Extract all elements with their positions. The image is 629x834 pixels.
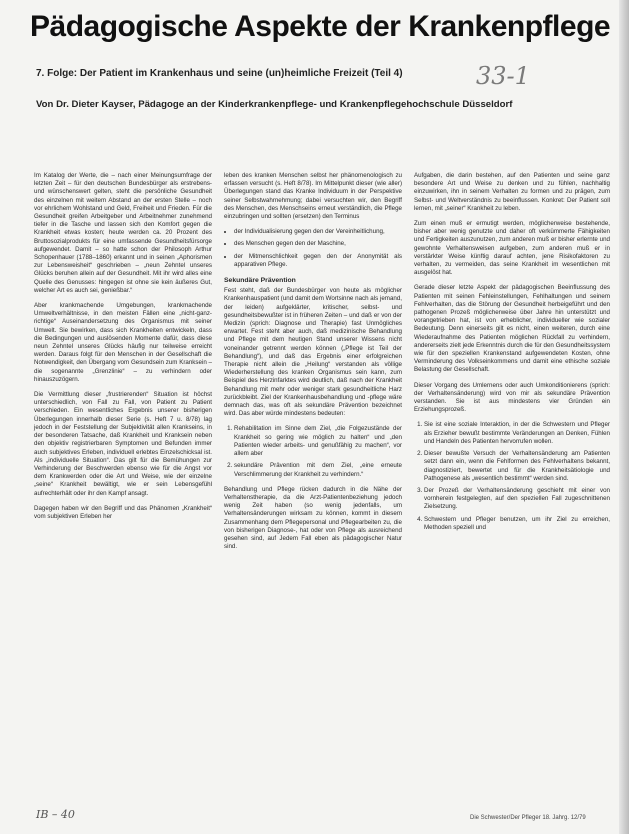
numbered-list bbox=[224, 425, 402, 478]
list-item: 1. Sie ist eine soziale Interaktion, in der die Schwestern und Pfleger als Erzieher bewußt bestimmte Veränderungen an Denken, Fühlen und Handeln des Patienten hervorrufen wollen. bbox=[424, 421, 610, 446]
paragraph: Dieser Vorgang des Umlernens oder auch Umkonditionierens (sprich: der Verhaltensänderung) wird von mir als sekundäre Prävention verstanden. Sie ist aus mindestens vier Gründen ein Erziehungsprozeß. bbox=[414, 381, 610, 414]
list-item: • der Mitmenschlichkeit gegen den der Anonymität als apparativen Pflege. bbox=[234, 253, 402, 269]
bullet-list bbox=[224, 228, 402, 269]
handwritten-note: 33-1 bbox=[476, 62, 530, 90]
paragraph: Behandlung und Pflege rücken dadurch in die Nähe der Verhaltenstherapie, da die Arzt-Patientenbeziehung jedoch wenig Zeit haben (so wenig jedenfalls, um Verhaltensänderungen wirksam zu können, kommt in diesem Zusammenhang dem Pflegepersonal und Pflegearbeiten zu, die von bisherigen Diagnose-, hat oder von Pflege als ausreichend gesehen sind, auf Jedem Fall eben als pädagogischer Natur sind. bbox=[224, 485, 402, 551]
scan-edge-shadow bbox=[619, 0, 629, 834]
paragraph: Im Katalog der Werte, die – nach einer Meinungsumfrage der letzten Zeit – für den deutschen Bundesbürger als erstrebens- und wünschenswert gelten, steht die persönliche Gesundheit des einzelnen mit weitem Abstand an der ersten Stelle – noch vor ehrlichem Wohlstand und Geld, Freiheit und Frieden. Für die Gesundheit greifen Arbeitgeber und Arbeitnehmer zunehmend tiefer in die Tasche und lassen sich den Komfort gegen die Krankheit etwas kosten; heute werden ca. 20 Prozent des Bruttosozialprodukts für eine umfassende Gesundheitsfürsorge aufgewendet. Damit – so hatte schon der Philosoph Arthur Schopenhauer (1788–1860) erkannt und in seinen „Aphorismen zur Lebensweisheit“ geschrieben – „neun Zehntel unseres Glücks beruhen allein auf der Gesundheit. Mit ihr wird alles eine Quelle des Genusses: hingegen ist ohne sie kein äußeres Gut, welcher Art es auch sei, genießbar.“ bbox=[34, 172, 212, 294]
text-column-2 bbox=[224, 172, 402, 558]
list-item: 4. Schwestern und Pfleger benutzen, um ihr Ziel zu erreichen, Methoden speziell und bbox=[424, 516, 610, 532]
page-number-handwritten: IB – 40 bbox=[36, 808, 75, 821]
list-item: • des Menschen gegen den der Maschine, bbox=[234, 240, 402, 248]
paragraph: leben des kranken Menschen selbst her phänomenologisch zu erfassen versucht (s. Heft 8/78). Im Mittelpunkt dieser (wie aller) Überlegungen stand das Kranke Individuum in der Perspektive seiner Selbstwahrnehmung; dabei versuchten wir, den Begriff des Menschen, des Menschseins erneut verständlich, die Pflege einzubringen und sollten (ersetzen) den Terminus bbox=[224, 172, 402, 221]
paragraph: Zum einen muß er ermutigt werden, möglicherweise bestehende, bisher aber wenig genutzte und daher oft verkümmerte Fähigkeiten und Fertigkeiten auszunutzen, zum anderen muß er bisher erlernte und gewohnte Verhaltensweisen aufgeben, zum anderen muß er in verstärkter Weise künftig darauf achten, jene Risikofaktoren zu verhalten, zu vermeiden, das seine Krankheit im wesentlichen mit ausgelöst hat. bbox=[414, 220, 610, 277]
paragraph: Aufgaben, die darin bestehen, auf den Patienten und seine ganz besondere Art und Weise zu denken und zu fühlen, nachhaltig einzuwirken, ihn in seinem Verhalten zu formen und zu prägen, zum Selbst- und Weltverständnis zu beeinflussen. Konkret: Der Patient soll lernen, mit „seiner“ Krankheit zu leben. bbox=[414, 172, 610, 212]
article-title: Pädagogische Aspekte der Krankenpflege bbox=[30, 10, 611, 43]
paragraph: Fest steht, daß der Bundesbürger von heute als möglicher Krankenhauspatient (und damit dem Wortsinne nach als jemand, der leiden) aufgeklärter, kritischer, selbst- und gesundheitsbewußter ist in früheren Zeiten – und daß er von der Medizin (sprich: Diagnose und Therapie) fast Unmögliches erwartet. Fest steht aber auch, daß medizinische Behandlung und Pflege mit dem heutigen Stand unserer Wissens nicht voneinander getrennt werden können („Pflege ist Teil der Behandlung“), und daß das Ergebnis einer erfolgreichen Therapie nicht allein die „Heilung“ verstanden als völlige Wiederherstellung des kranken Organismus sein kann, zum Beispiel des Herzinfarktes wird deutlich, daß nach der Krankheit Behandlung mit mehr oder weniger stark gesundheitliche Harz zurückbleibt. Ziel der Krankenhausbehandlung und -pflege wäre demnach das, was oft als sekundäre Prävention bezeichnet wird. Das aber würde mindestens bedeuten: bbox=[224, 287, 402, 418]
list-item: 2. sekundäre Prävention mit dem Ziel, „eine erneute Verschlimmerung der Krankheit zu verhindern.“ bbox=[234, 462, 402, 478]
author-line: Von Dr. Dieter Kayser, Pädagoge an der Kinderkrankenpflege- und Krankenpflegehochschule Düsseldorf bbox=[36, 99, 513, 110]
article-subtitle: 7. Folge: Der Patient im Krankenhaus und seine (un)heimliche Freizeit (Teil 4) bbox=[36, 68, 403, 79]
list-item: 1. Rehabilitation im Sinne dem Ziel, „die Folgezustände der Krankheit so gering wie möglich zu halten“ und „den Patienten wieder arbeits- und genußfähig zu machen“, vor allem aber bbox=[234, 425, 402, 458]
paragraph: Die Vermittlung dieser „frustrierenden“ Situation ist höchst unterschiedlich, von Fall zu Fall, von Patient zu Patient verschieden. Ein wesentliches Ergebnis unserer bisherigen Überlegungen innerhalb dieser Serie (s. Heft 7 u. 8/78) lag jedoch in der Feststellung der Subjektivität allen Krankseins, in der besonderen Tatsache, daß Krankheit und Kranksein neben den objektiv registrierbaren Symptomen und Befunden immer auch subjektives Erleben, individuell erlebtes Einzelschicksal ist. Als „individuelle Situation“. Das gilt für die Bemühungen zur Verhinderung der Beschwerden ebenso wie für die Angst vor dem Krankwerden oder die Art und Weise, wie der einzelne „seine“ Krankheit bewältigt, wie er sein Lebensgefühl aufrechterhält oder ihr den Kampf ansagt. bbox=[34, 391, 212, 497]
section-heading: Sekundäre Prävention bbox=[224, 277, 296, 285]
journal-footer: Die Schwester/Der Pfleger 18. Jahrg. 12/79 bbox=[470, 815, 586, 821]
list-item: • der Individualisierung gegen den der Vereinheitlichung, bbox=[234, 228, 402, 236]
numbered-list bbox=[414, 421, 610, 531]
text-column-3 bbox=[414, 172, 610, 539]
text-column-1 bbox=[34, 172, 212, 528]
paragraph: Gerade dieser letzte Aspekt der pädagogischen Beeinflussung des Patienten mit seinen Fehleinstellungen, Fehlhaltungen und seinem Fehlverhalten, das die Störung der Gesundheit herbeigeführt und den pathogenen Prozeß möglicherweise über Jahre hin unterstützt und vorangetrieben hat, ist von erheblicher, individueller wie sozialer Bedeutung. Denn einerseits gilt es nicht, einen weiteren, durch eine Wiederaufnahme des Patienten möglichen Rückfall zu verhindern, andererseits zielt jede Erkenntnis durch die für den Gesundheitssystem wie für den speziellen Krankenstand aufgewendeten Kosten, ohne Verminderung des Volkseinkommens und damit eine ethische soziale Belastung der Gesellschaft. bbox=[414, 284, 610, 374]
paragraph: Aber krankmachende Umgebungen, krankmachende Umweltverhältnisse, in den meisten Fällen eine „nicht-ganz-richtige“ Auseinandersetzung des Organismus mit seiner Umwelt. Sie bewirken, dass sich Krankheiten entwickeln, dass die Bedingungen und auslösenden Momente dafür, dass diese neun Zehntel unseres Glücks häufig nur teilweise erreicht werden. Daraus folgt für den Menschen in der Gesellschaft die Notwendigkeit, den Übergang vom Gesundsein zum Kranksein – die sogenannte „Grenzlinie“ – zu verhindern oder hinauszuzögern. bbox=[34, 302, 212, 383]
list-item: 2. Dieser bewußte Versuch der Verhaltensänderung am Patienten setzt dann ein, wenn die Fehlformen des Fehlverhaltens bekannt, diagnostiziert, bewertet und für die Krankheitsätiologie und Pathogenese als „wesentlich bestimmt“ werden sind. bbox=[424, 450, 610, 483]
list-item: 3. Der Prozeß der Verhaltensänderung geschieht mit einer von vornherein festgelegten, auf den speziellen Fall zugeschnittenen Zielsetzung. bbox=[424, 487, 610, 512]
paragraph: Dagegen haben wir den Begriff und das Phänomen „Krankheit“ vom subjektiven Erleben her bbox=[34, 504, 212, 520]
